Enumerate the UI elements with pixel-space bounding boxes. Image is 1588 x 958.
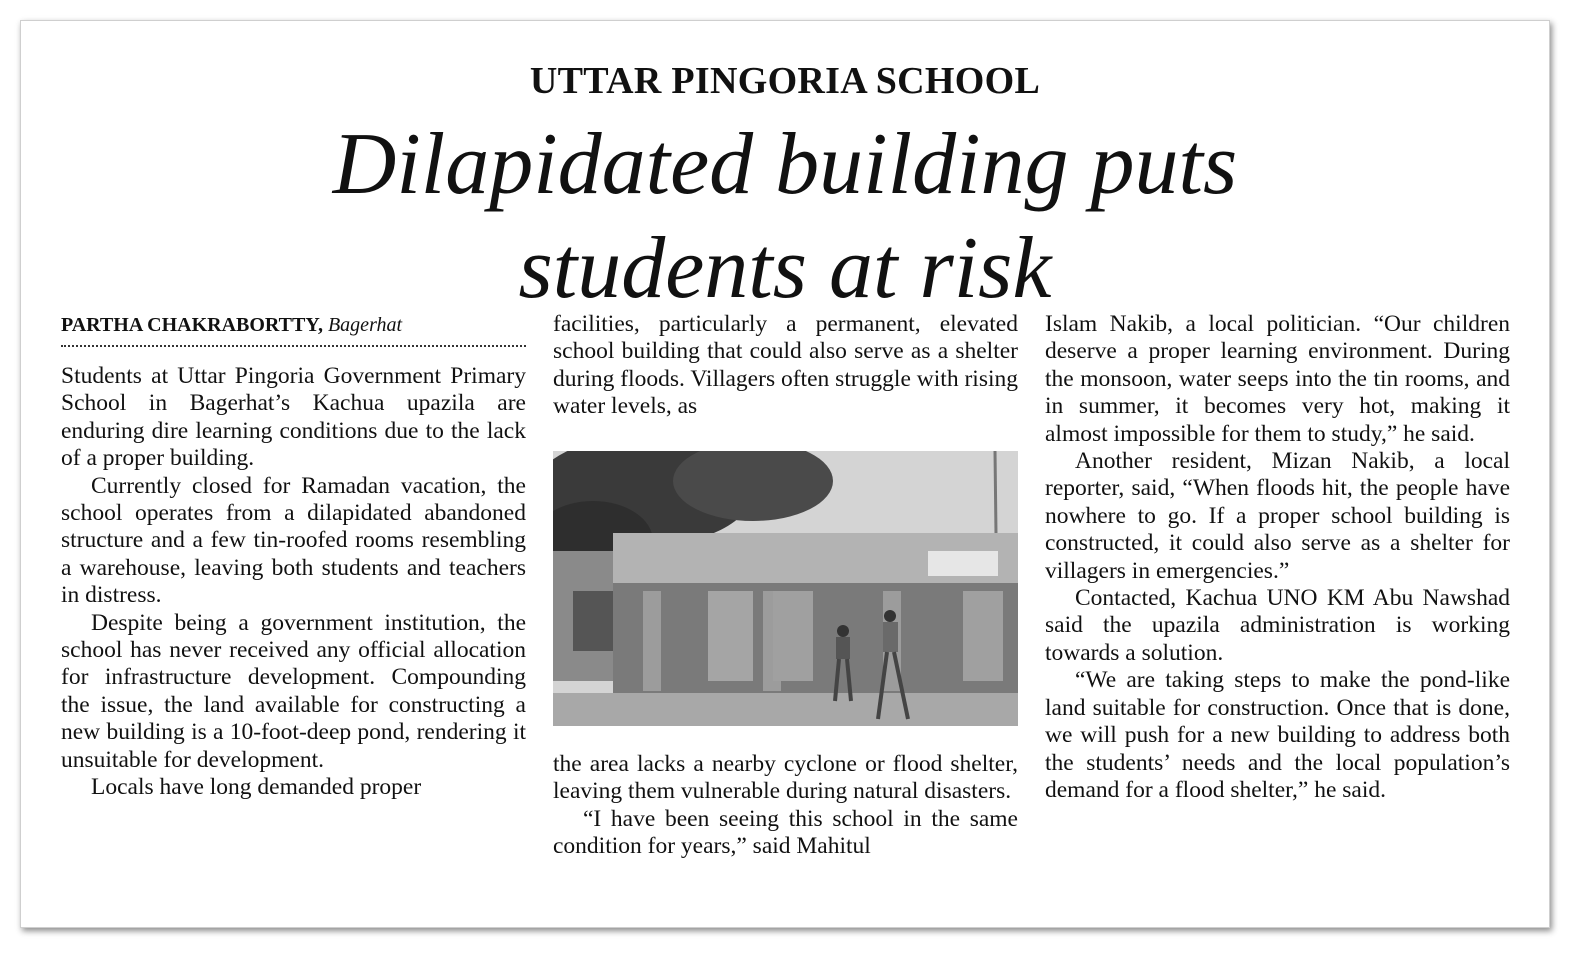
byline-author: PARTHA CHAKRABORTTY, (61, 314, 323, 336)
byline-divider (61, 339, 526, 347)
article-column-3 (1045, 311, 1510, 804)
newspaper-clipping (20, 20, 1550, 928)
paragraph: Islam Nakib, a local politician. “Our children deserve a proper learning environment. During the monsoon, water seeps into the tin rooms, and in summer, it becomes very hot, making it almost impossible for them to study,” he said. (1045, 311, 1510, 447)
paragraph: the area lacks a nearby cyclone or flood shelter, leaving them vulnerable during natural disasters. (553, 751, 1018, 805)
paragraph: “I have been seeing this school in the same condition for years,” said Mahitul (553, 805, 1018, 860)
section-kicker: UTTAR PINGORIA SCHOOL (529, 60, 1041, 102)
headline (21, 113, 1549, 321)
paragraph: facilities, particularly a permanent, elevated school building that could also serve as a shelter during floods. Villagers often struggle with rising water levels, as (553, 311, 1018, 420)
paragraph: Another resident, Mizan Nakib, a local reporter, said, “When floods hit, the people have nowhere to go. If a proper school building is constructed, it could also serve as a shelter for villagers in emergencies.” (1045, 448, 1510, 584)
paragraph: Students at Uttar Pingoria Government Primary School in Bagerhat’s Kachua upazila are enduring dire learning conditions due to the lack of a proper building. (61, 363, 526, 472)
byline-location: Bagerhat (327, 314, 403, 336)
paragraph: Contacted, Kachua UNO KM Abu Nawshad said the upazila administration is working towards a solution. (1045, 585, 1510, 666)
article-column-2-bottom (553, 751, 1018, 861)
school-building-photo (553, 451, 1018, 726)
paragraph: Currently closed for Ramadan vacation, the school operates from a dilapidated abandoned structure and a few tin-roofed rooms resembling a warehouse, leaving both students and teachers in distress. (61, 472, 526, 609)
headline-line-1: Dilapidated building puts (332, 116, 1238, 213)
article-column-2-top (553, 311, 1018, 421)
headline-line-2: students at risk (518, 220, 1052, 317)
paragraph: Despite being a government institution, the school has never received any official allocation for infrastructure development. Compounding the issue, the land available for constructing a new building is a 10-foot-deep pond, rendering it unsuitable for development. (61, 609, 526, 773)
paragraph: “We are taking steps to make the pond-like land suitable for construction. Once that is done, we will push for a new building to address both the students’ needs and the local population’s demand for a flood shelter,” he said. (1045, 667, 1510, 803)
paragraph: Locals have long demanded proper (91, 774, 422, 801)
byline (61, 311, 526, 339)
photo-illustration (553, 451, 1018, 726)
article-column-1 (61, 311, 526, 802)
